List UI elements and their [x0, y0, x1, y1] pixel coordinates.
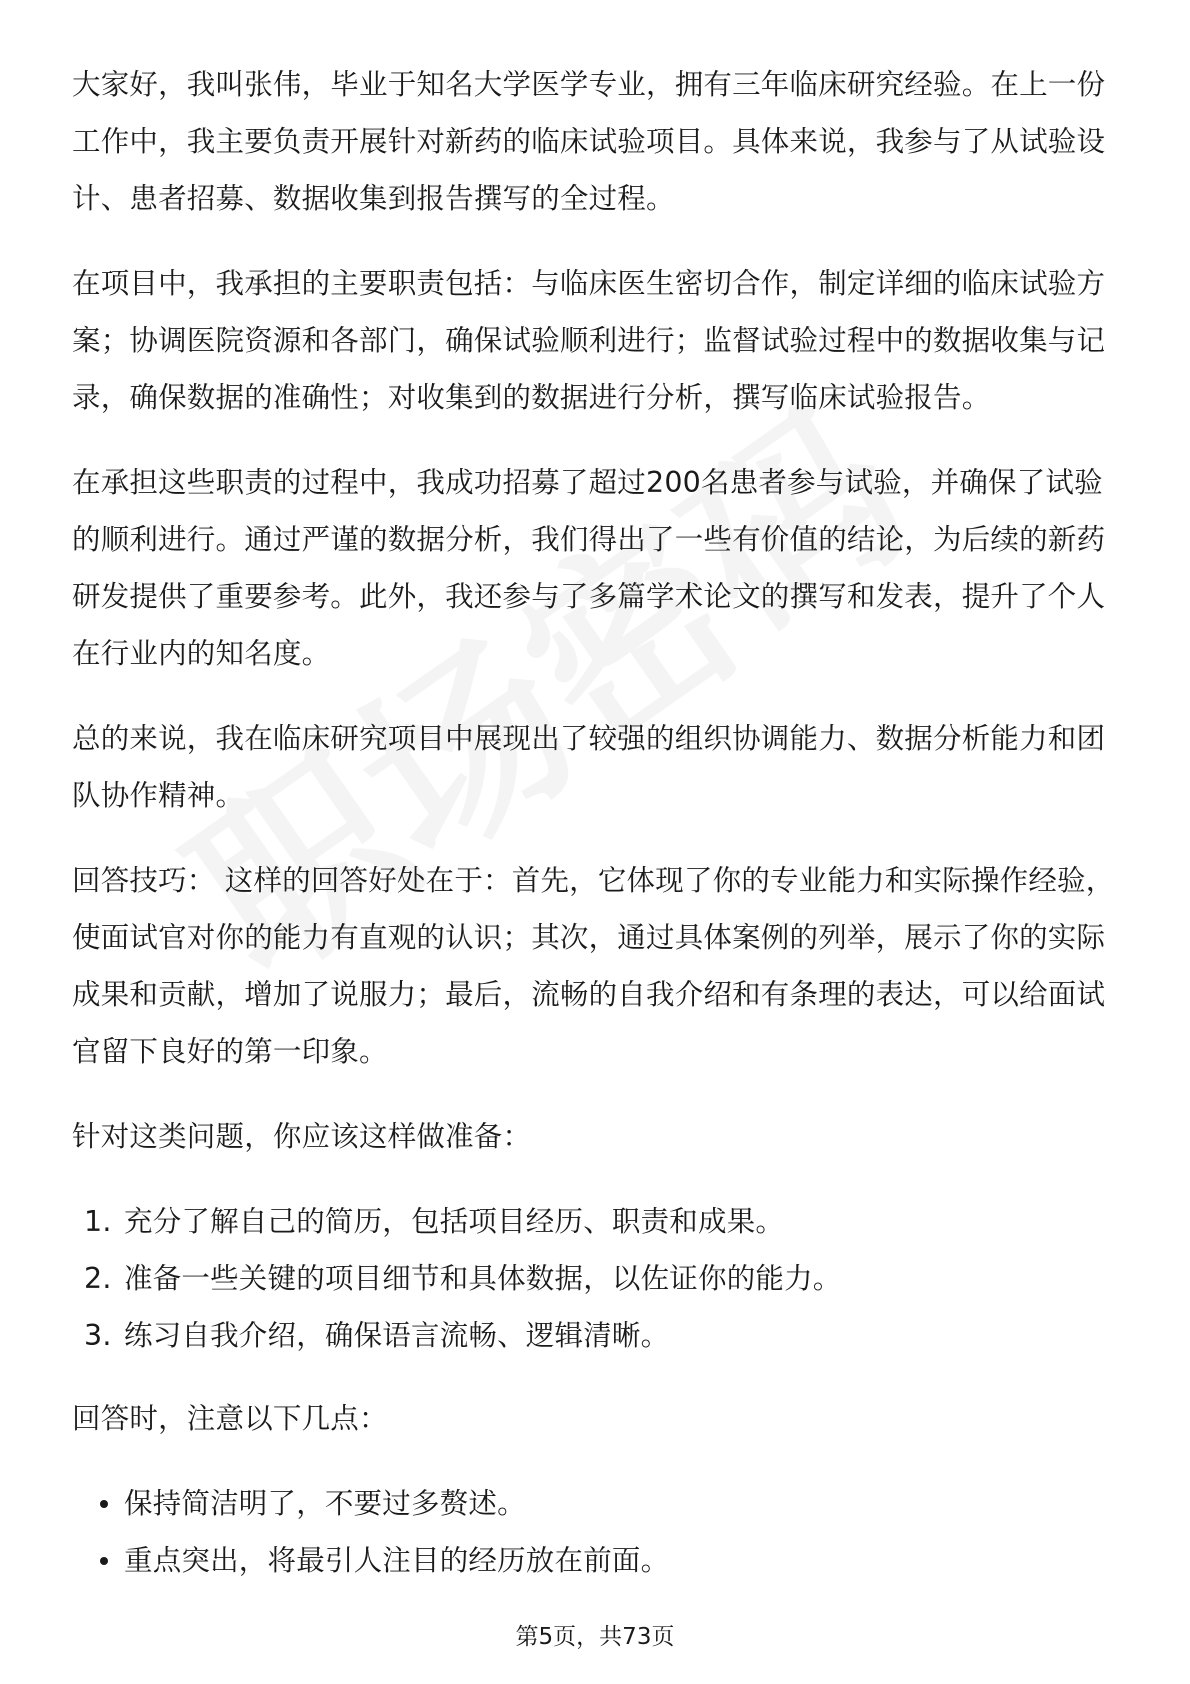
- tips-paragraph: 回答技巧： 这样的回答好处在于：首先，它体现了你的专业能力和实际操作经验，使面试官对你的能力有直观的认识；其次，通过具体案例的列举，展示了你的实际成果和贡献，增加了说服力；最后，流畅的自我介绍和有条理的表达，可以给面试官留下良好的第一印象。: [72, 864, 1115, 1068]
- list-item: [72, 1475, 1122, 1532]
- list-item-text: 练习自我介绍，确保语言流畅、逻辑清晰。: [124, 1319, 670, 1352]
- preparation-intro: 针对这类问题，你应该这样做准备：: [72, 1120, 532, 1153]
- list-item-text: 保持简洁明了，不要过多赘述。: [124, 1487, 526, 1520]
- list-number: 2.: [84, 1262, 112, 1295]
- achievements-paragraph: 在承担这些职责的过程中，我成功招募了超过200名患者参与试验，并确保了试验的顺利进行。通过严谨的数据分析，我们得出了一些有价值的结论，为后续的新药研发提供了重要参考。此外，我还参与了多篇学术论文的撰写和发表，提升了个人在行业内的知名度。: [72, 466, 1106, 670]
- intro-paragraph: 大家好，我叫张伟，毕业于知名大学医学专业，拥有三年临床研究经验。在上一份工作中，我主要负责开展针对新药的临床试验项目。具体来说，我参与了从试验设计、患者招募、数据收集到报告撰写的全过程。: [72, 68, 1106, 215]
- list-number: 3.: [84, 1319, 112, 1352]
- notes-list: [72, 1475, 1122, 1589]
- list-item: [72, 1307, 1122, 1364]
- page-number: 第5页，共73页: [515, 1624, 675, 1650]
- notes-intro: 回答时，注意以下几点：: [72, 1402, 388, 1435]
- summary-paragraph: 总的来说，我在临床研究项目中展现出了较强的组织协调能力、数据分析能力和团队协作精神。: [72, 722, 1106, 812]
- bullet-icon: [100, 1557, 108, 1565]
- list-item: [72, 1193, 1122, 1250]
- bullet-icon: [100, 1500, 108, 1508]
- list-item-text: 准备一些关键的项目细节和具体数据，以佐证你的能力。: [124, 1262, 842, 1295]
- responsibilities-paragraph: 在项目中，我承担的主要职责包括：与临床医生密切合作，制定详细的临床试验方案；协调医院资源和各部门，确保试验顺利进行；监督试验过程中的数据收集与记录，确保数据的准确性；对收集到的数据进行分析，撰写临床试验报告。: [72, 267, 1106, 414]
- list-item: [72, 1532, 1122, 1589]
- list-item-text: 充分了解自己的简历，包括项目经历、职责和成果。: [124, 1205, 785, 1238]
- preparation-list: [72, 1193, 1122, 1364]
- list-item: [72, 1250, 1122, 1307]
- list-item-text: 重点突出，将最引人注目的经历放在前面。: [124, 1544, 670, 1577]
- list-number: 1.: [84, 1205, 112, 1238]
- document-body: [72, 56, 1122, 1589]
